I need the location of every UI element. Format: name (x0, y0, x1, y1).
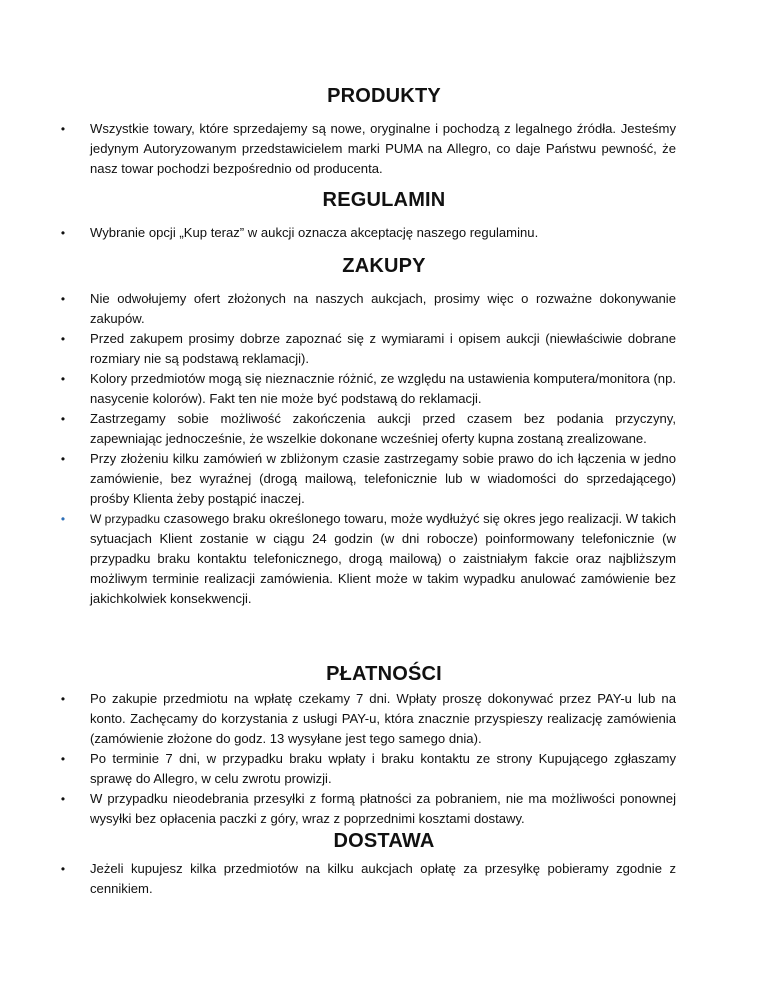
list-dostawa (0, 859, 768, 899)
bullet-icon: • (60, 512, 66, 526)
bullet-icon: • (60, 292, 66, 306)
bullet-icon: • (60, 332, 66, 346)
section-heading-produkty: PRODUKTY (327, 85, 441, 107)
bullet-icon: • (60, 372, 66, 386)
list-item (0, 289, 676, 329)
bullet-icon: • (60, 412, 66, 426)
list-zakupy (0, 289, 768, 609)
list-produkty (0, 119, 768, 179)
section-heading-regulamin: REGULAMIN (322, 189, 446, 211)
list-item-text: Jeżeli kupujesz kilka przedmiotów na kilku aukcjach opłatę za przesyłkę pobieramy zgodnie z cennikiem. (90, 861, 676, 896)
bullet-icon: • (60, 452, 66, 466)
list-item-text: Po zakupie przedmiotu na wpłatę czekamy 7 dni. Wpłaty proszę dokonywać przez PAY-u lub na konto. Zachęcamy do korzystania z usługi PAY-u, która znacznie przyspieszy realizację zamówienia (zamówienie złożone do godz. 13 wysyłane jest tego samego dnia). (90, 691, 676, 746)
list-item-text: Zastrzegamy sobie możliwość zakończenia aukcji przed czasem bez podania przyczyny, zapewniając jednocześnie, że wszelkie dokonane wcześniej oferty kupna zostaną zrealizowane. (90, 411, 676, 446)
list-item-text: Nie odwołujemy ofert złożonych na naszych aukcjach, prosimy więc o rozważne dokonywanie zakupów. (90, 291, 676, 326)
list-regulamin (0, 223, 768, 243)
list-item-text: czasowego braku określonego towaru, może wydłużyć się okres jego realizacji. W takich sytuacjach Klient zostanie w ciągu 24 godzin (w dni robocze) poinformowany telefonicznie (w przypadku braku kontaktu telefonicznego, drogą mailową) o zaistniałym fakcie oraz najbliższym możliwym terminie realizacji zamówienia. Klient może w takim wypadku anulować zamówienie bez jakichkolwiek konsekwencji. (90, 511, 677, 606)
list-item (0, 329, 676, 369)
list-item-text: Przed zakupem prosimy dobrze zapoznać się z wymiarami i opisem aukcji (niewłaściwie dobrane rozmiary nie są podstawą reklamacji). (90, 331, 676, 366)
bullet-icon: • (60, 226, 66, 240)
section-heading-platnosci: PŁATNOŚCI (326, 663, 442, 685)
list-item-text: Przy złożeniu kilku zamówień w zbliżonym czasie zastrzegamy sobie prawo do ich łączenia w jedno zamówienie, bez wyraźnej (drogą mailową, telefonicznie lub w wiadomości do sprzedającego) prośby Klienta żeby postąpić inaczej. (90, 451, 676, 506)
bullet-icon: • (60, 792, 66, 806)
list-item (0, 369, 676, 409)
list-item-text: W przypadku nieodebrania przesyłki z formą płatności za pobraniem, nie ma możliwości ponownej wysyłki bez opłacenia paczki z góry, wraz z poprzednimi kosztami dostawy. (90, 791, 676, 826)
section-heading-dostawa: DOSTAWA (333, 830, 435, 852)
list-item (0, 859, 676, 899)
list-item-lead-text: W przypadku (90, 512, 161, 526)
list-item-text: Wybranie opcji „Kup teraz” w aukcji oznacza akceptację naszego regulaminu. (90, 225, 539, 240)
list-item (0, 749, 676, 789)
bullet-icon: • (60, 752, 66, 766)
list-item-text: Kolory przedmiotów mogą się nieznacznie różnić, ze względu na ustawienia komputera/monitora (np. nasycenie kolorów). Fakt ten nie może być podstawą do reklamacji. (90, 371, 676, 406)
list-item (0, 789, 676, 829)
list-item (0, 223, 676, 243)
list-item-text: Wszystkie towary, które sprzedajemy są nowe, oryginalne i pochodzą z legalnego źródła. Jesteśmy jedynym Autoryzowanym przedstawicielem marki PUMA na Allegro, co daje Państwu pewność, że nasz towar pochodzi bezpośrednio od producenta. (90, 121, 676, 176)
bullet-icon: • (60, 692, 66, 706)
bullet-icon: • (60, 862, 66, 876)
list-item (0, 689, 676, 749)
list-platnosci (0, 689, 768, 829)
list-item (0, 509, 676, 609)
list-item (0, 409, 676, 449)
bullet-icon: • (60, 122, 66, 136)
list-item-text: Po terminie 7 dni, w przypadku braku wpłaty i braku kontaktu ze strony Kupującego zgłaszamy sprawę do Allegro, w celu zwrotu prowizji. (90, 751, 676, 786)
section-heading-zakupy: ZAKUPY (342, 255, 426, 277)
list-item (0, 449, 676, 509)
list-item (0, 119, 676, 179)
